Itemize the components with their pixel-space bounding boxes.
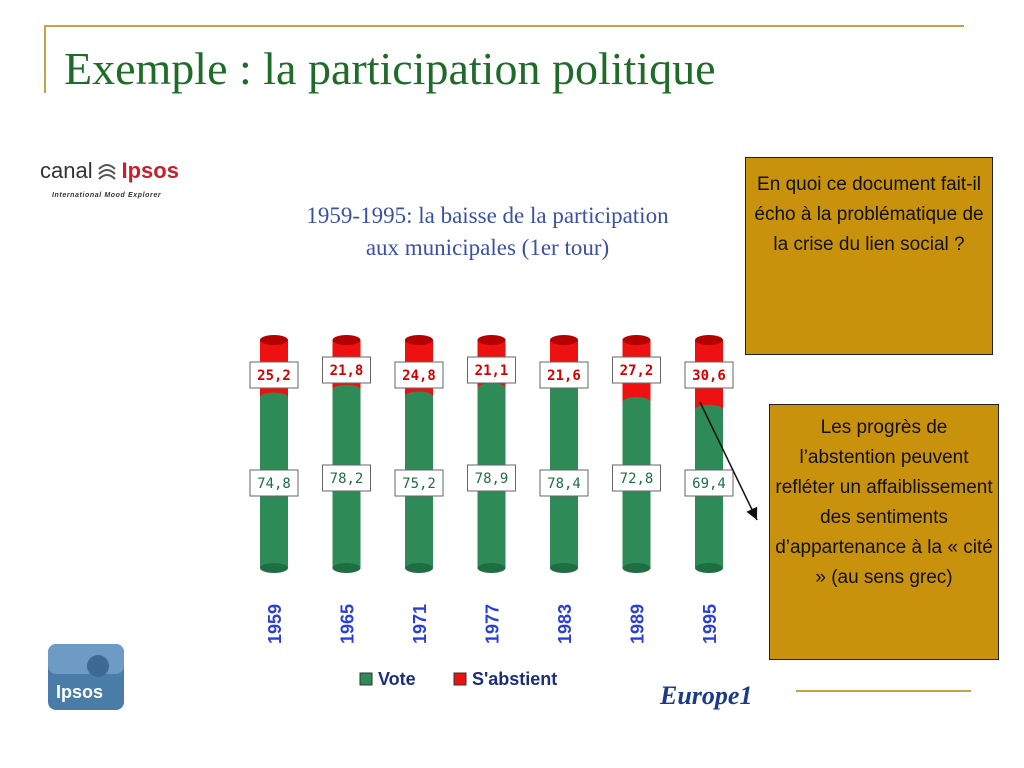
abstain-label: 21,1	[474, 363, 509, 379]
abstain-label: 21,8	[329, 363, 364, 379]
europe1-text: Europe1	[660, 681, 753, 710]
vote-label: 78,2	[329, 471, 364, 487]
comment-callout: Les progrès de l’abstention peuvent refléter un affaiblissement des sentiments d’appartenance à la « cité » (au sens grec)	[769, 404, 999, 660]
legend-vote-label: Vote	[378, 669, 416, 689]
year-label: 1971	[410, 603, 430, 645]
year-label: 1983	[555, 603, 575, 645]
canal-word: canal	[40, 158, 93, 183]
abstain-label: 25,2	[257, 368, 291, 384]
abstain-label: 21,6	[547, 368, 581, 384]
europe1-logo	[660, 678, 790, 712]
vote-label: 72,8	[619, 471, 654, 487]
year-label: 1977	[482, 603, 503, 645]
vote-label: 74,8	[257, 476, 291, 492]
vote-label: 69,4	[692, 476, 726, 492]
year-label: 1959	[265, 603, 285, 645]
vote-label: 78,9	[474, 471, 509, 487]
ipsos-word: Ipsos	[121, 158, 179, 183]
year-label: 1989	[627, 603, 648, 645]
vote-label: 75,2	[402, 476, 436, 492]
slide-title: Exemple : la participation politique	[64, 43, 716, 94]
ipsos-badge-logo	[48, 644, 124, 710]
abstain-label: 27,2	[619, 363, 654, 379]
legend-abstain-label: S'abstient	[472, 669, 558, 689]
question-callout: En quoi ce document fait-il écho à la problématique de la crise du lien social ?	[745, 157, 993, 355]
vote-label: 78,4	[547, 476, 581, 492]
chart-title: 1959-1995: la baisse de la participation aux municipales (1er tour)	[306, 203, 669, 260]
canal-subtitle: International Mood Explorer	[52, 192, 162, 199]
bottom-rule	[796, 690, 971, 692]
abstain-label: 24,8	[402, 368, 436, 384]
ipsos-badge-text: Ipsos	[56, 682, 104, 702]
year-label: 1965	[337, 603, 358, 645]
year-label: 1995	[700, 603, 720, 645]
abstain-label: 30,6	[692, 368, 726, 384]
